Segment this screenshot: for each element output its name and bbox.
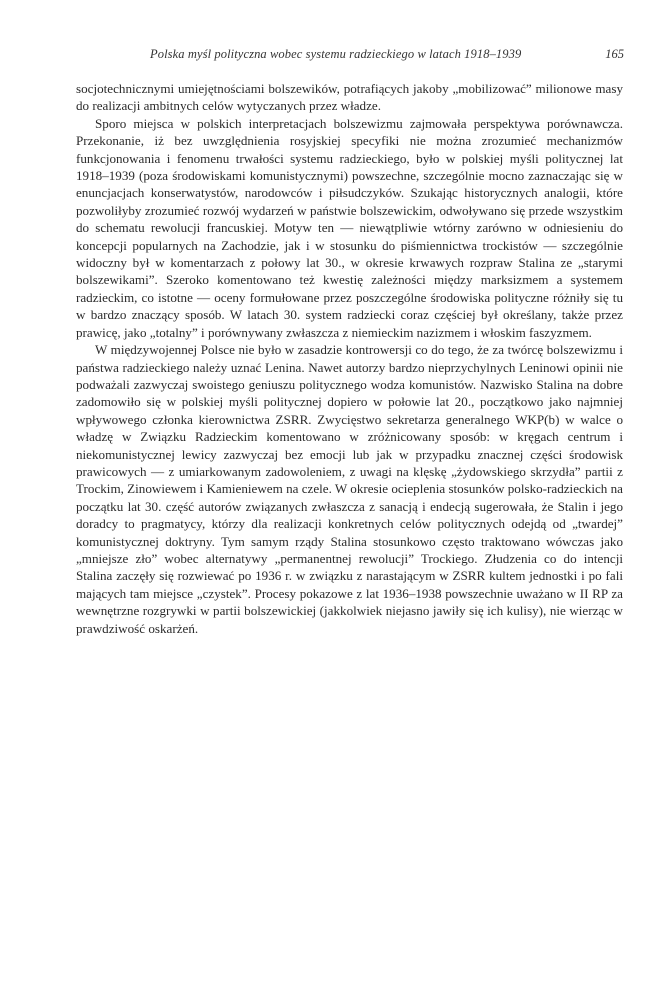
paragraph-continued: socjotechnicznymi umiejętnościami bolszewików, potrafiących jakoby „mobilizować” milionowe masy do realizacji ambitnych celów wytyczanych przez władze.: [76, 81, 623, 114]
running-head: [90, 47, 624, 65]
body-text: [76, 80, 623, 637]
paragraph-comparative-perspective: Sporo miejsca w polskich interpretacjach bolszewizmu zajmowała perspektywa porównawcza. Przekonanie, iż bez uwzględnienia rosyjskiej specyfiki nie można zrozumieć mechanizmów funkcjonowania i fenomenu trwałości systemu radzieckiego, było w polskiej myśli politycznej lat 1918–1939 (poza środowiskami komunistycznymi) powszechne, szczególnie mocno zaznaczając się w enuncjacjach konserwatystów, narodowców i piłsudczyków. Szukając historycznych analogii, które pozwoliłyby zrozumieć rozwój wydarzeń w państwie bolszewickim, odwoływano się przede wszystkim do schematu rewolucji francuskiej. Motyw ten — niewątpliwie wtórny zarówno w odniesieniu do koncepcji popularnych na Zachodzie, jak i w stosunku do piśmiennictwa trockistów — szczególnie widoczny był w komentarzach z połowy lat 30., w okresie krwawych rozpraw Stalina ze „starymi bolszewikami”. Szeroko komentowano też kwestię zależności między marksizmem a systemem radzieckim, co istotne — oceny formułowane przez poszczególne środowiska polityczne różniły się tu w bardzo znaczący sposób. W latach 30. system radziecki coraz częściej był określany, także przez prawicę, jako „totalny” i porównywany zwłaszcza z niemieckim nazizmem i włoskim faszyzmem.: [76, 115, 623, 340]
running-title: Polska myśl polityczna wobec systemu radzieckiego w latach 1918–1939: [150, 47, 522, 61]
paragraph-lenin-stalin: W międzywojennej Polsce nie było w zasadzie kontrowersji co do tego, że za twórcę bolszewizmu i państwa radzieckiego należy uznać Lenina. Nawet autorzy bardzo nieprzychylnych Leninowi opinii nie podważali zazwyczaj swoistego geniuszu politycznego wodza komunistów. Nazwisko Stalina na dobre zadomowiło się w polskiej myśli politycznej dopiero w połowie lat 20., początkowo jako najmniej wpływowego członka kierownictwa ZSRR. Zwycięstwo sekretarza generalnego WKP(b) w walce o władzę w Związku Radzieckim komentowano w zróżnicowany sposób: w kręgach centrum i niekomunistycznej lewicy zazwyczaj bez emocji lub jak w przypadku znacznej części środowisk prawicowych — z umiarkowanym zadowoleniem, z uwagi na klęskę „żydowskiego skrzydła” partii z Trockim, Zinowiewem i Kamieniewem na czele. W okresie ocieplenia stosunków polsko-radzieckich na początku lat 30. część autorów związanych zwłaszcza z sanacją i endecją sugerowała, że Stalin i jego doradcy to pragmatycy, którzy dla realizacji konkretnych celów politycznych odejdą od „twardej” komunistycznej doktryny. Tym samym rządy Stalina stosunkowo często traktowano wówczas jako „mniejsze zło” wobec alternatywy „permanentnej rewolucji” Trockiego. Złudzenia co do intencji Stalina zaczęły się rozwiewać po 1936 r. w związku z narastającym w ZSRR kultem jednostki i po fali mających tam miejsce „czystek”. Procesy pokazowe z lat 1936–1938 powszechnie uważano w II RP za wewnętrzne rozgrywki w partii bolszewickiej (jakkolwiek niejasno jawiły się ich kulisy), nie wierząc w prawdziwość oskarżeń.: [76, 342, 623, 636]
page-number: 165: [605, 47, 624, 61]
